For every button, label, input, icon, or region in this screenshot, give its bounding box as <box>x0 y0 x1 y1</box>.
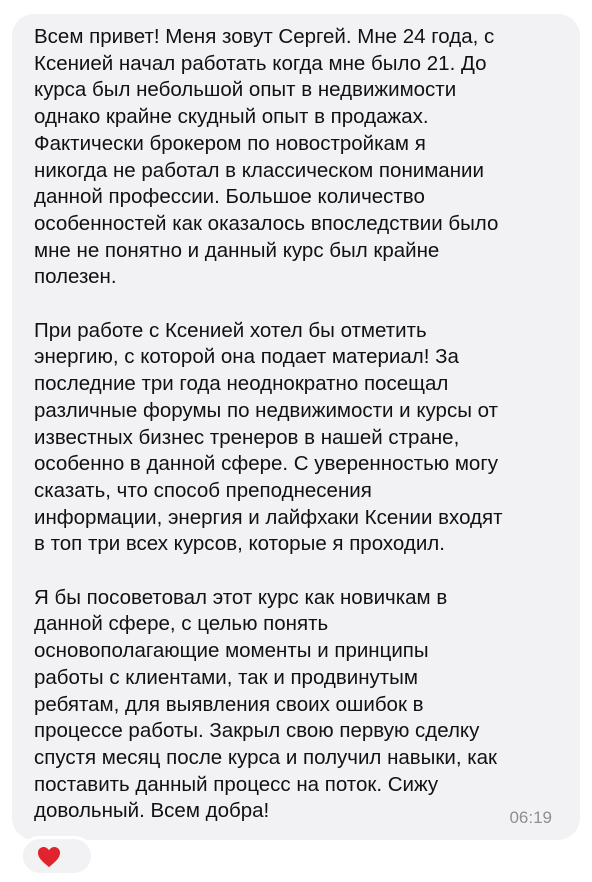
reaction-badge[interactable] <box>20 836 94 876</box>
message-paragraph-3: Я бы посоветовал этот курс как новичкам в данной сфере, с целью понять основополагающие моменты и принципы работы с клиентами, так и продвинутым ребятам, для выявления своих ошибок в процессе работы. Закрыл свою первую сделку спустя месяц после курса и получил навыки, как поставить данный процесс на поток. Сижу довольный. Всем добра! <box>34 585 498 823</box>
message-text <box>34 24 554 825</box>
message-timestamp: 06:19 <box>509 808 552 827</box>
message-bubble[interactable] <box>12 14 580 840</box>
message-paragraph-2: При работе с Ксенией хотел бы отметить энергию, с которой она подает материал! За последние три года неоднократно посещал различные форумы по недвижимости и курсы от известных бизнес тренеров в нашей стране, особенно в данной сфере. С уверенностью могу сказать, что способ преподнесения информации, энергия и лайфхаки Ксении входят в топ три всех курсов, которые я проходил. <box>34 318 503 556</box>
heart-icon <box>36 844 62 870</box>
message-paragraph-1: Всем привет! Меня зовут Сергей. Мне 24 года, с Ксенией начал работать когда мне было 21. До курса был небольшой опыт в недвижимости однако крайне скудный опыт в продажах. Фактически брокером по новостройкам я никогда не работал в классическом понимании данной профессии. Большое количество особенностей как оказалось впоследствии было мне не понятно и данный курс был крайне полезен. <box>34 25 499 289</box>
